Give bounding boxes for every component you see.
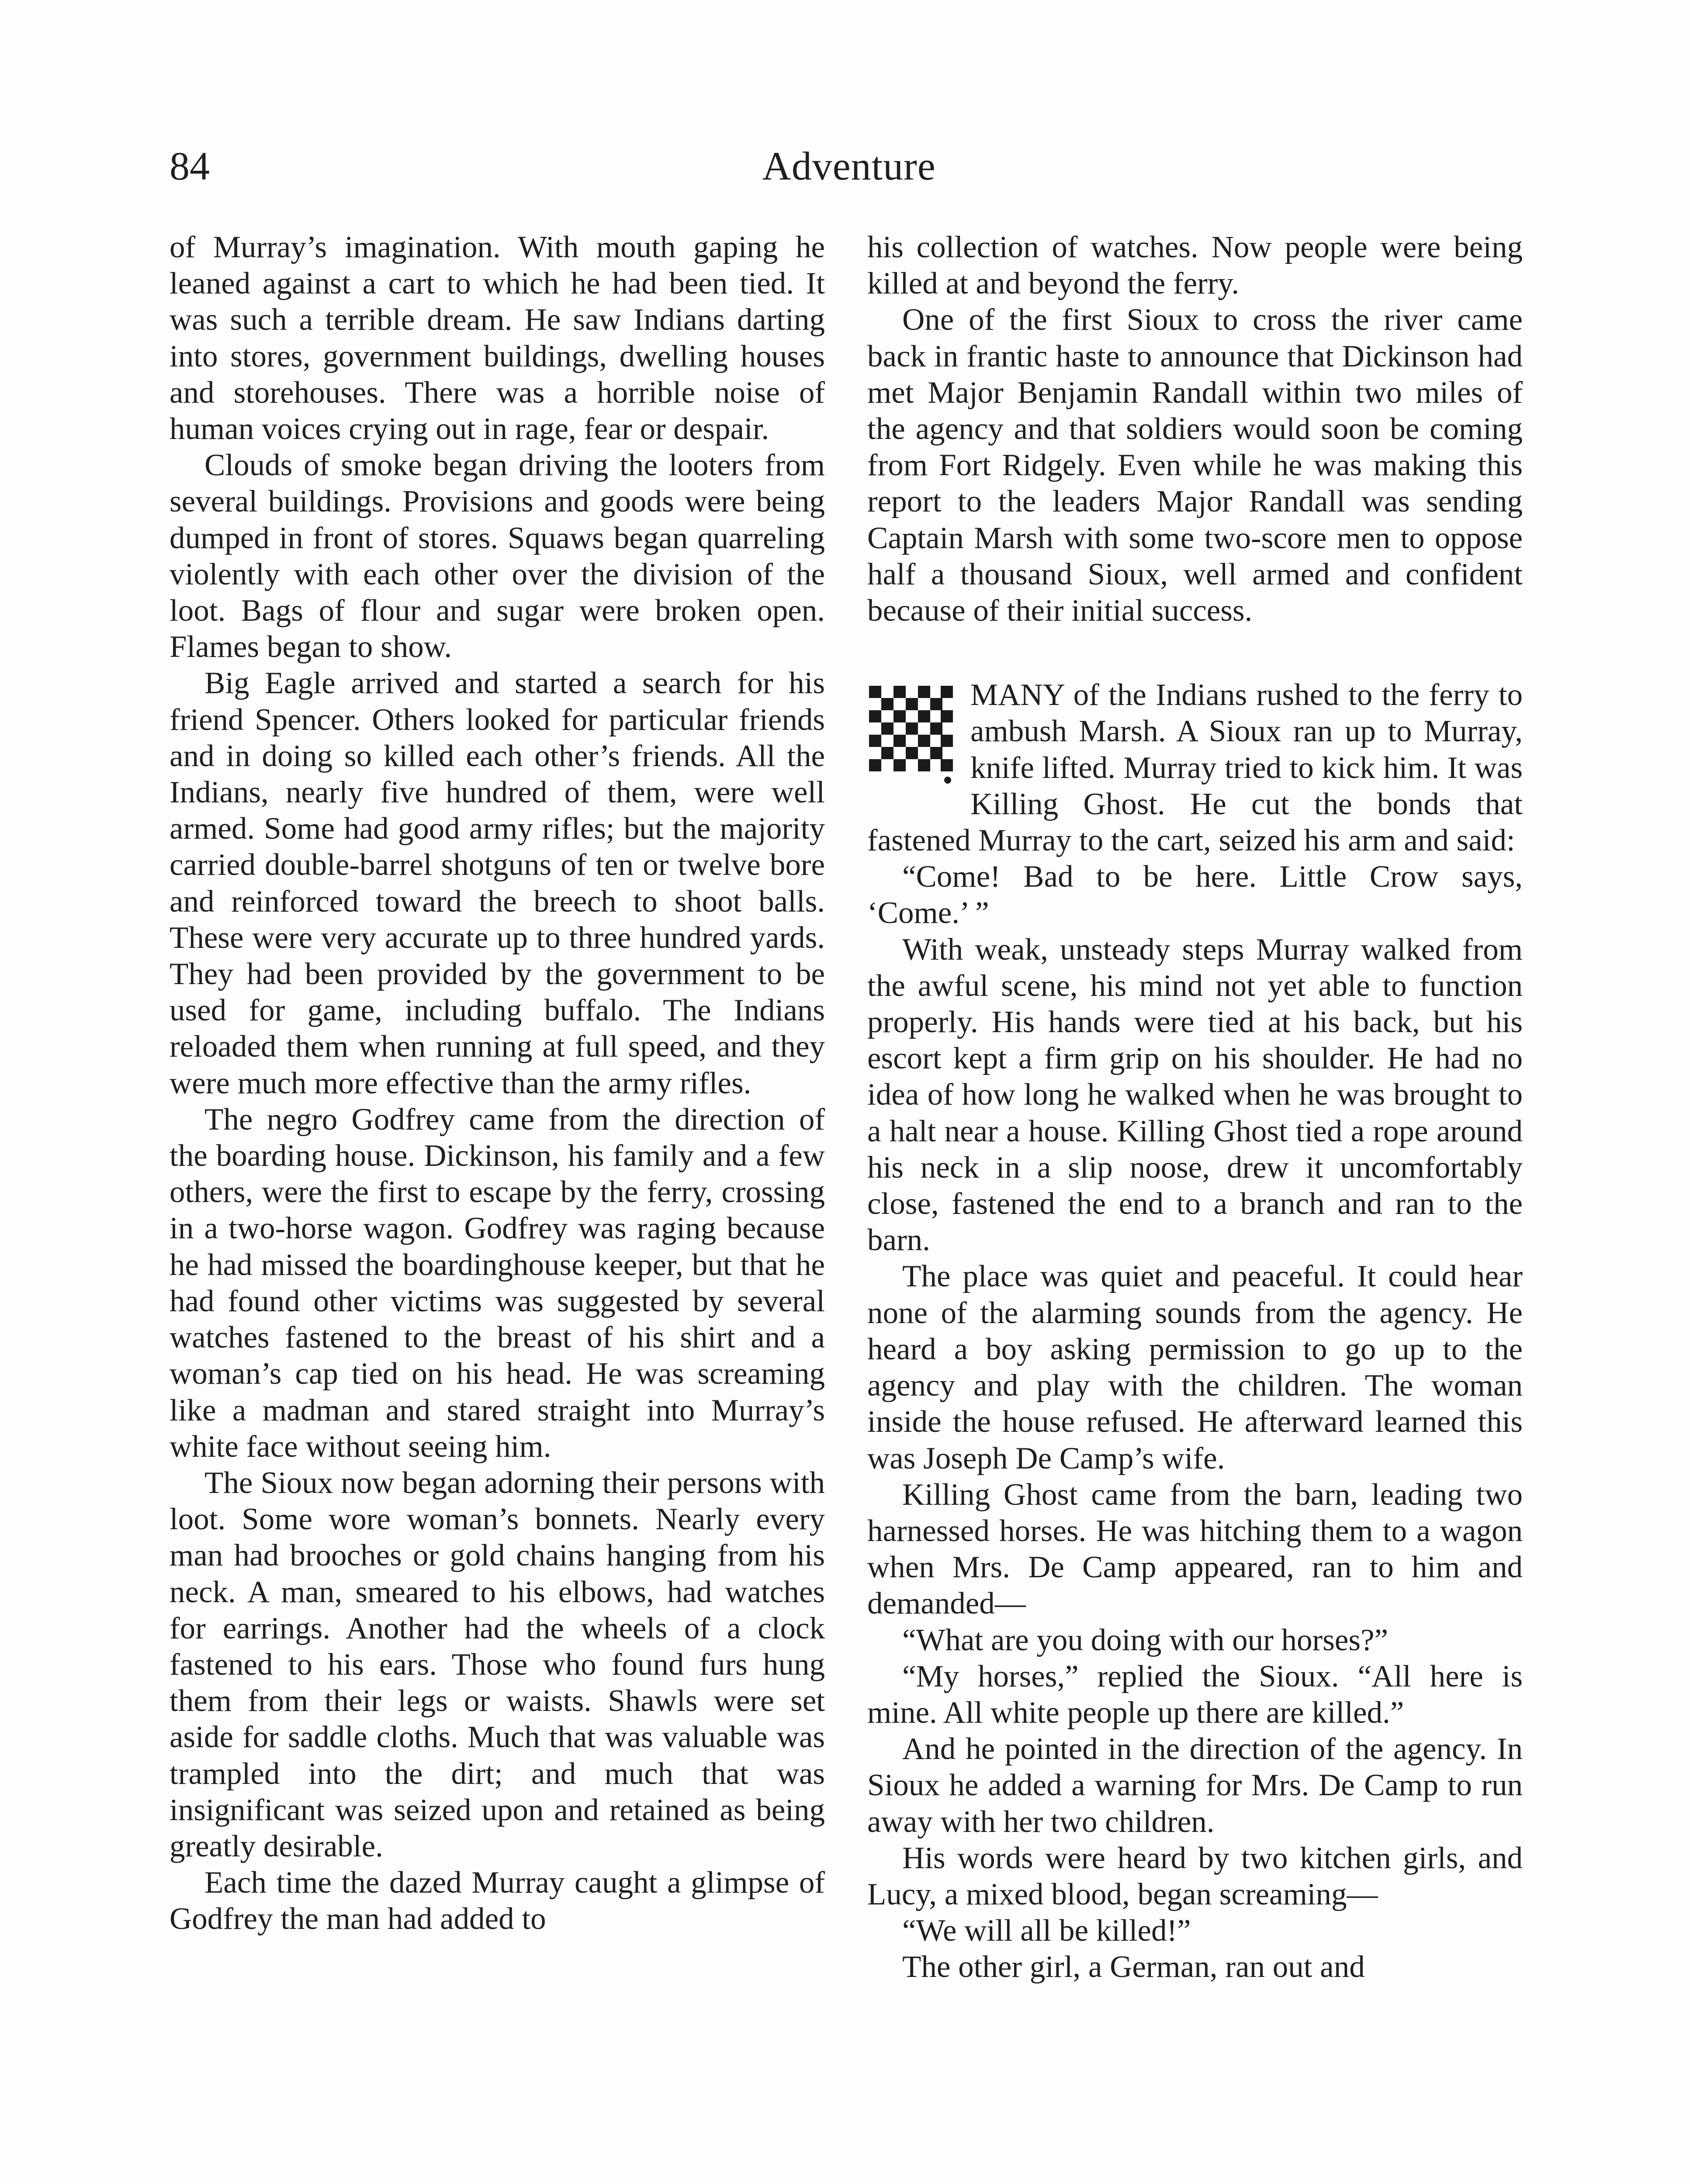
paragraph: Big Eagle arrived and started a search for his friend Spencer. Others looked for particular friends and in doing so killed each other’s friends. All the Indians, nearly five hundred of them, were well armed. Some had good army rifles; but the majority carried double-barrel shotguns of ten or twelve bore and reinforced toward the breech to shoot balls. These were very accurate up to three hundred yards. They had been provided by the government to be used for game, including buffalo. The Indians reloaded them when running at full speed, and they were much more effective than the army rifles.	[170, 666, 825, 1100]
paragraph: Clouds of smoke began driving the looters from several buildings. Provisions and goods were being dumped in front of stores. Squaws began quarreling violently with each other over the division of the loot. Bags of flour and sugar were broken open. Flames began to show.	[170, 448, 825, 664]
page-header	[170, 140, 1528, 197]
paragraph: “What are you doing with our horses?”	[902, 1623, 1388, 1657]
paragraph: Each time the dazed Murray caught a glimpse of Godfrey the man had added to	[170, 1866, 825, 1936]
paragraph: With weak, unsteady steps Murray walked from the awful scene, his mind not yet able to function properly. His hands were tied at his back, but his escort kept a firm grip on his shoulder. He had no idea of how long he walked when he was brought to a halt near a house. Killing Ghost tied a rope around his neck in a slip noose, drew it uncomfortably close, fastened the end to a branch and ran to the barn.	[867, 932, 1523, 1258]
paragraph: “Come! Bad to be here. Little Crow says, ‘Come.’ ”	[867, 860, 1523, 930]
page-number: 84	[170, 144, 210, 188]
paragraph: Killing Ghost came from the barn, leading two harnessed horses. He was hitching them to a wagon when Mrs. De Camp appeared, ran to him and demanded—	[867, 1477, 1523, 1621]
ornamental-initial-icon	[867, 682, 955, 785]
paragraph: his collection of watches. Now people were being killed at and beyond the ferry.	[867, 230, 1523, 301]
left-column	[170, 229, 825, 1938]
paragraph: One of the first Sioux to cross the river came back in frantic haste to announce that Dickinson had met Major Benjamin Randall within two miles of the agency and that soldiers would soon be coming from Fort Ridgely. Even while he was making this report to the leaders Major Randall was sending Captain Marsh with some two-score men to oppose half a thousand Sioux, well armed and confident because of their initial success.	[867, 303, 1523, 628]
paragraph: The Sioux now began adorning their persons with loot. Some wore woman’s bonnets. Nearly every man had brooches or gold chains hanging from his neck. A man, smeared to his elbows, had watches for earrings. Another had the wheels of a clock fastened to his ears. Those who found furs hung them from their legs or waists. Shawls were set aside for saddle cloths. Much that was valuable was trampled into the dirt; and much that was insignificant was seized upon and retained as being greatly desirable.	[170, 1465, 825, 1863]
paragraph: The negro Godfrey came from the direction of the boarding house. Dickinson, his family and a few others, were the first to escape by the ferry, crossing in a two-horse wagon. Godfrey was raging because he had missed the boardinghouse keeper, but that he had found other victims was suggested by several watches fastened to the breast of his shirt and a woman’s cap tied on his head. He was screaming like a madman and stared straight into Murray’s white face without seeing him.	[170, 1102, 825, 1464]
paragraph: The place was quiet and peaceful. It could hear none of the alarming sounds from the agency. He heard a boy asking permission to go up to the agency and play with the children. The woman inside the house refused. He afterward learned this was Joseph De Camp’s wife.	[867, 1259, 1523, 1476]
section-opening	[867, 677, 1523, 859]
right-column	[867, 229, 1523, 1986]
paragraph: “We will all be killed!”	[902, 1914, 1191, 1948]
section-opening-text: MANY of the Indians rushed to the ferry to ambush Marsh. A Sioux ran up to Murray, knife lifted. Murray tried to kick him. It was Killing Ghost. He cut the bonds that fastened Murray to the cart, seized his arm and said:	[867, 678, 1523, 858]
paragraph: And he pointed in the direction of the agency. In Sioux he added a warning for Mrs. De Camp to run away with her two children.	[867, 1732, 1523, 1839]
paragraph: The other girl, a German, ran out and	[902, 1950, 1365, 1984]
running-title: Adventure	[762, 144, 936, 188]
paragraph: of Murray’s imagination. With mouth gaping he leaned against a cart to which he had been tied. It was such a terrible dream. He saw Indians darting into stores, government buildings, dwelling houses and storehouses. There was a horrible noise of human voices crying out in rage, fear or despair.	[170, 230, 825, 446]
paragraph: His words were heard by two kitchen girls, and Lucy, a mixed blood, began screaming—	[867, 1841, 1523, 1911]
paragraph: “My horses,” replied the Sioux. “All here is mine. All white people up there are killed.”	[867, 1659, 1523, 1730]
